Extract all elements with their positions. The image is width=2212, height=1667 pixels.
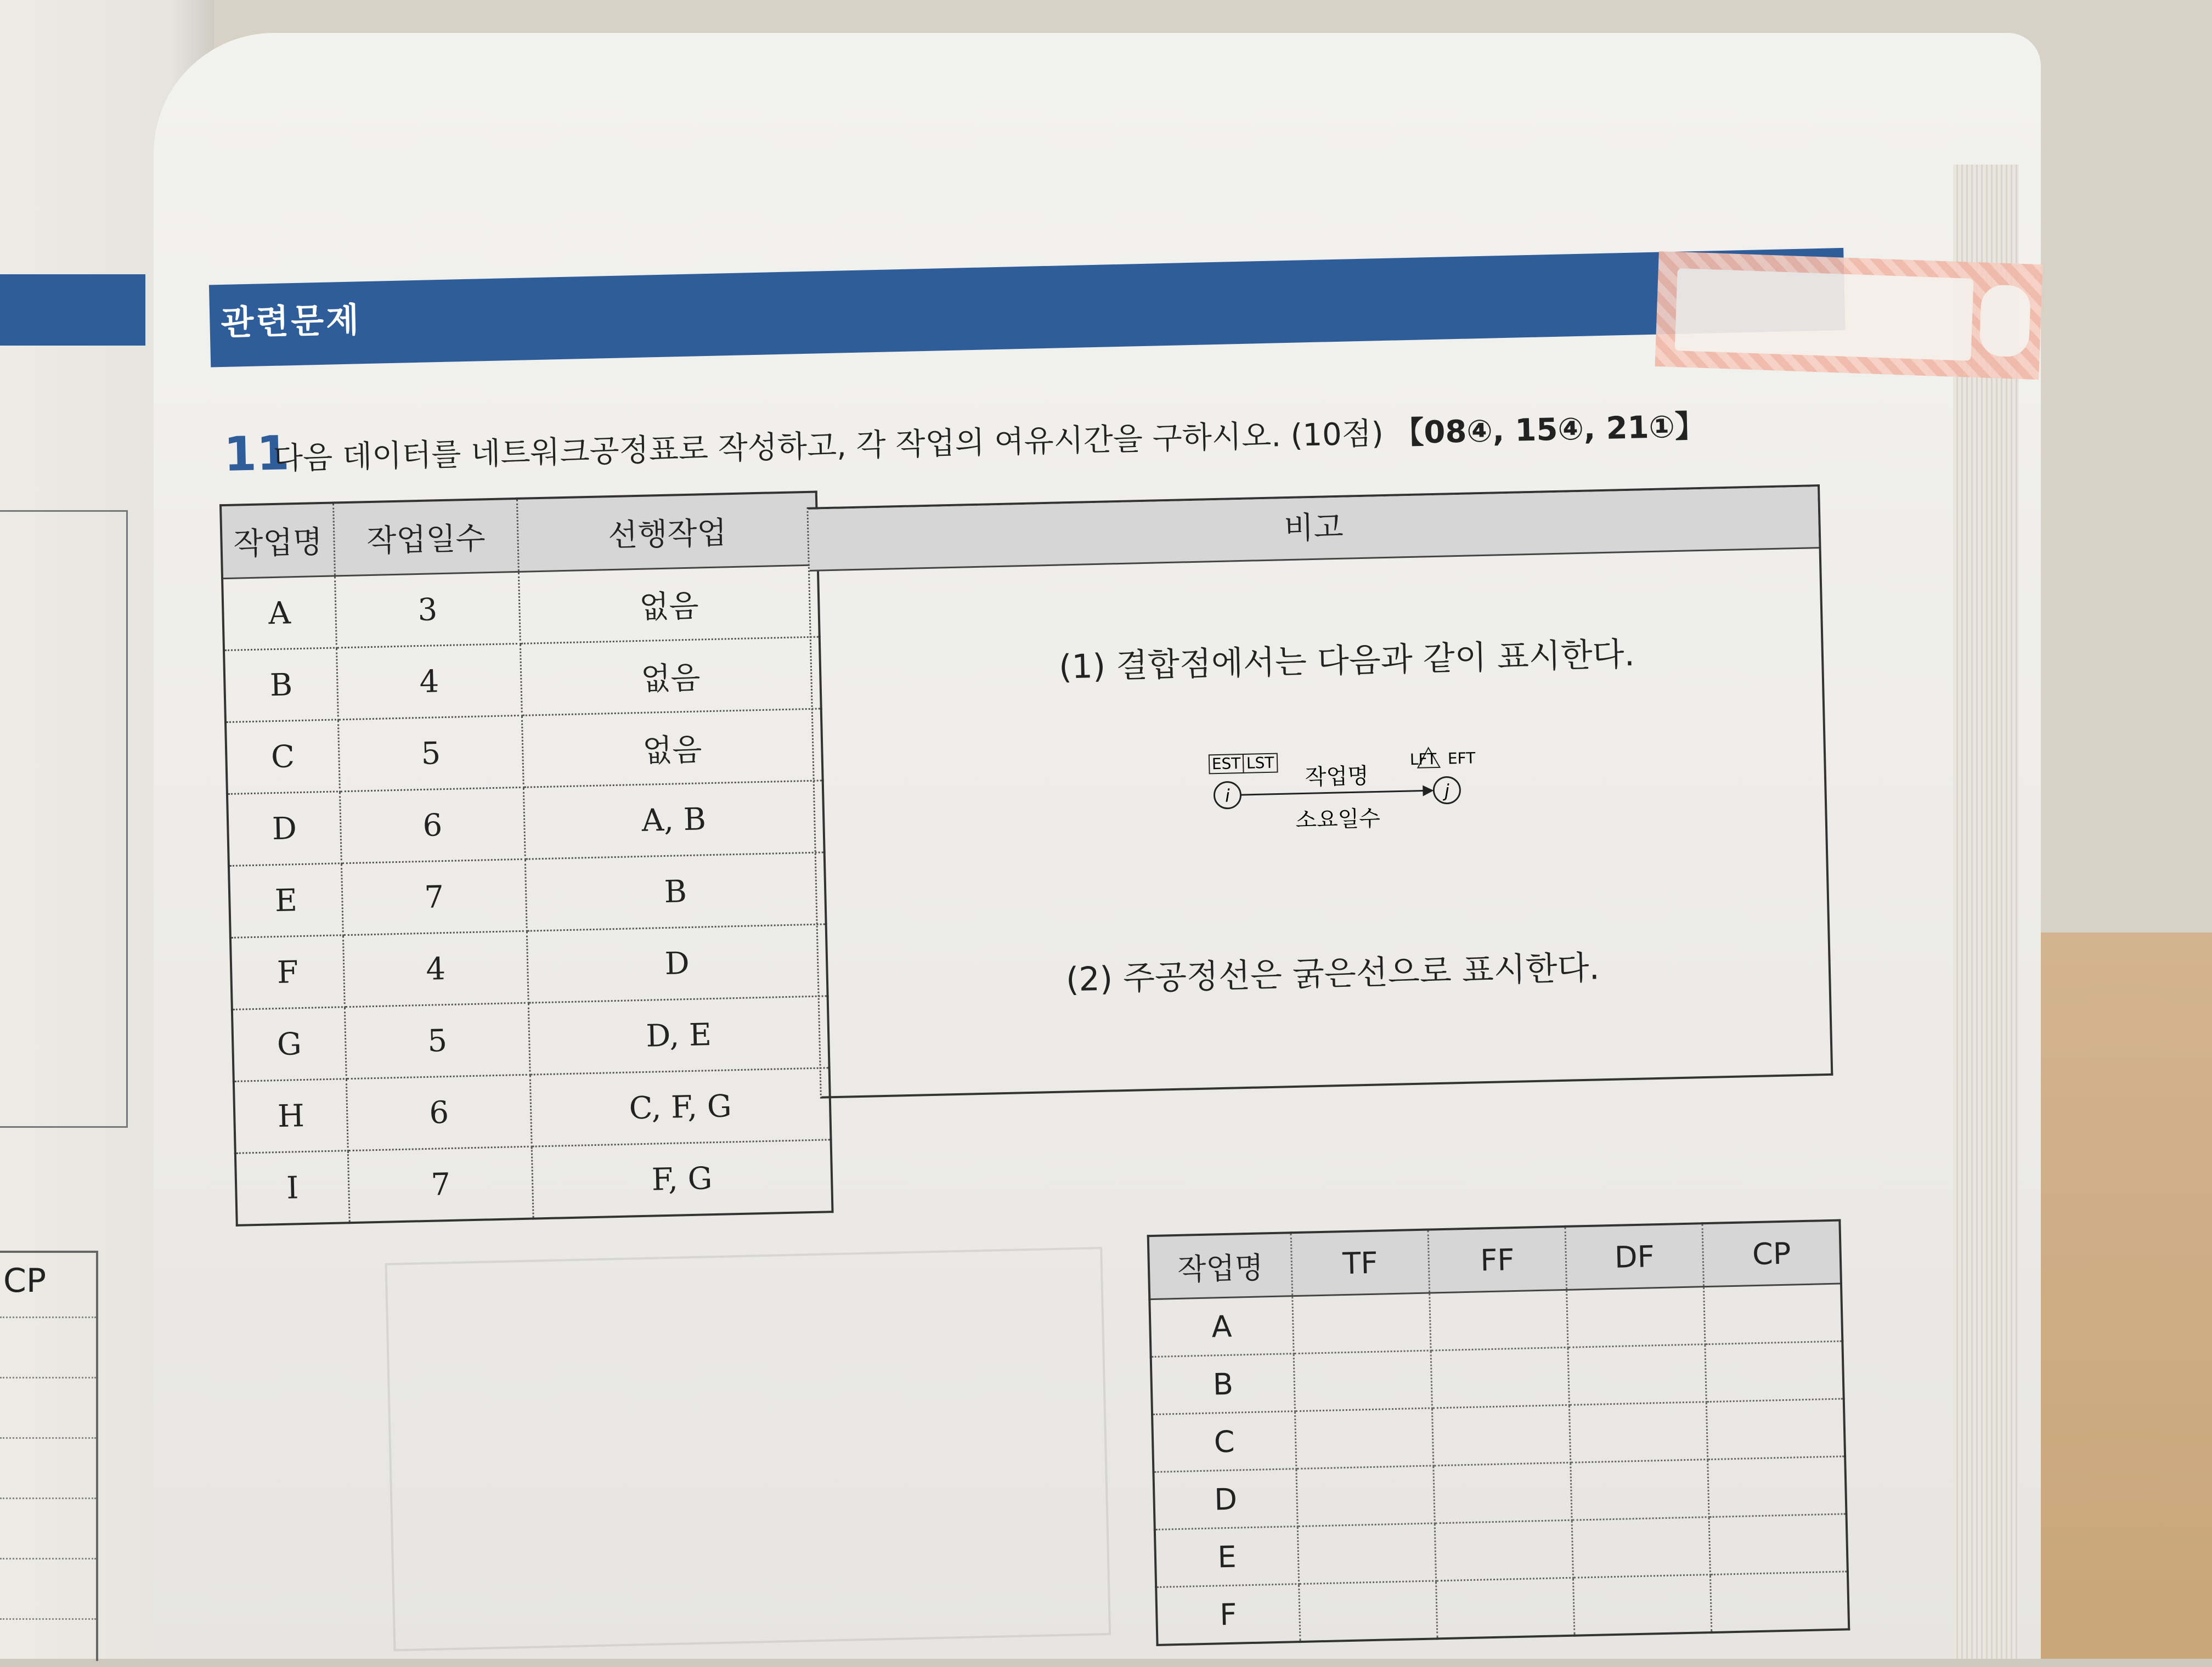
- task-name-cell: H: [234, 1079, 348, 1154]
- duration-label: 소요일수: [1295, 806, 1381, 833]
- answer-task-cell: C: [1152, 1411, 1296, 1472]
- table-row: [235, 1140, 833, 1225]
- bleed-through-table: [385, 1247, 1111, 1651]
- answer-task-cell: D: [1153, 1469, 1297, 1530]
- df-cell[interactable]: [1567, 1287, 1705, 1348]
- ff-cell[interactable]: [1436, 1578, 1575, 1638]
- answer-task-cell: F: [1156, 1584, 1300, 1645]
- answer-header-task: 작업명: [1148, 1233, 1293, 1299]
- tf-cell[interactable]: [1299, 1581, 1437, 1642]
- df-cell[interactable]: [1573, 1575, 1712, 1636]
- duration-cell: 5: [345, 1003, 530, 1079]
- section-band: [209, 248, 1846, 368]
- ff-cell[interactable]: [1431, 1347, 1569, 1408]
- cp-cell[interactable]: [1710, 1572, 1849, 1632]
- task-name-cell: C: [225, 720, 340, 794]
- task-data-table: [219, 490, 834, 1226]
- cp-cell[interactable]: [1708, 1456, 1847, 1517]
- sticky-note-tab: [1655, 251, 2043, 380]
- left-page-row-divider: [0, 1377, 96, 1378]
- table-row: [232, 996, 830, 1082]
- tf-cell[interactable]: [1293, 1293, 1431, 1354]
- left-page-table-fragment: [0, 510, 128, 1128]
- est-label: EST: [1211, 754, 1241, 773]
- predecessor-cell: D, E: [528, 996, 829, 1075]
- answer-task-cell: B: [1151, 1354, 1295, 1415]
- remarks-box: [806, 484, 1833, 1099]
- tf-cell[interactable]: [1296, 1466, 1435, 1527]
- float-answer-table: [1147, 1219, 1850, 1646]
- cp-cell[interactable]: [1704, 1284, 1843, 1344]
- activity-arrowhead: [1423, 785, 1434, 796]
- left-page-section-band: [0, 274, 145, 346]
- table-row: [230, 924, 828, 1010]
- remarks-note-critical-path: (2) 주공정선은 굵은선으로 표시한다.: [1065, 948, 1600, 999]
- task-name-cell: G: [232, 1007, 346, 1082]
- left-page-cp-label: CP: [3, 1262, 47, 1300]
- bunny-face-icon: [1979, 284, 2031, 357]
- ff-cell[interactable]: [1430, 1290, 1568, 1350]
- df-cell[interactable]: [1569, 1402, 1707, 1463]
- task-name-label: 작업명: [1305, 763, 1369, 790]
- predecessor-cell: F, G: [532, 1140, 832, 1219]
- answer-header-tf: TF: [1291, 1230, 1430, 1296]
- sticky-note-writing-area: [1675, 268, 1974, 361]
- predecessor-cell: 없음: [520, 637, 821, 715]
- table-row: [225, 709, 823, 794]
- answer-header-df: DF: [1565, 1223, 1704, 1290]
- left-page-row-divider: [0, 1316, 96, 1318]
- task-name-cell: F: [230, 935, 345, 1010]
- df-cell[interactable]: [1568, 1344, 1706, 1405]
- table-row: [229, 852, 826, 938]
- duration-cell: 7: [348, 1146, 533, 1223]
- predecessor-cell: C, F, G: [530, 1068, 831, 1146]
- left-page-answer-table-fragment: [0, 1251, 98, 1661]
- table-header-row: [221, 492, 818, 579]
- table-row: [234, 1068, 831, 1154]
- activity-arrow-line: [1240, 790, 1429, 795]
- left-page-row-divider: [0, 1437, 96, 1439]
- ff-cell[interactable]: [1434, 1462, 1572, 1523]
- task-name-cell: A: [222, 576, 336, 651]
- question-text: [273, 402, 1706, 478]
- ff-cell[interactable]: [1432, 1405, 1570, 1466]
- table-row: [224, 637, 821, 722]
- page-content: [198, 226, 1875, 1656]
- ff-cell[interactable]: [1435, 1520, 1573, 1581]
- question-prompt: 다음 데이터를 네트워크공정표로 작성하고, 각 작업의 여유시간을 구하시오. (10점): [273, 416, 1384, 477]
- header-duration: 작업일수: [333, 499, 518, 576]
- duration-cell: 3: [335, 572, 520, 648]
- end-node-label: j: [1444, 780, 1450, 801]
- header-task-name: 작업명: [221, 502, 335, 578]
- table-row: [222, 565, 820, 651]
- task-name-cell: E: [229, 863, 343, 938]
- remarks-header: 비고: [808, 487, 1819, 572]
- predecessor-cell: B: [525, 852, 826, 931]
- cp-cell[interactable]: [1705, 1341, 1844, 1402]
- cp-cell[interactable]: [1709, 1514, 1848, 1575]
- answer-task-cell: E: [1155, 1527, 1299, 1587]
- task-name-cell: D: [227, 792, 341, 866]
- predecessor-cell: D: [527, 924, 827, 1003]
- task-name-cell: B: [224, 648, 338, 722]
- tf-cell[interactable]: [1294, 1350, 1432, 1411]
- tf-cell[interactable]: [1295, 1408, 1433, 1469]
- left-page-row-divider: [0, 1618, 96, 1620]
- duration-cell: 6: [340, 787, 525, 863]
- question-number: 11: [223, 426, 290, 482]
- duration-cell: 5: [338, 715, 523, 792]
- predecessor-cell: 없음: [522, 709, 822, 787]
- predecessor-cell: A, B: [523, 781, 824, 859]
- node-notation-diagram: [1187, 741, 1497, 858]
- answer-task-cell: A: [1149, 1296, 1294, 1357]
- duration-cell: 6: [346, 1075, 532, 1151]
- lft-label: LFT: [1409, 750, 1437, 769]
- start-node-label: i: [1224, 785, 1231, 806]
- eft-label: EFT: [1447, 749, 1476, 768]
- df-cell[interactable]: [1572, 1517, 1710, 1578]
- task-name-cell: I: [235, 1151, 349, 1225]
- answer-header-ff: FF: [1428, 1227, 1567, 1293]
- answer-header-cp: CP: [1702, 1220, 1841, 1287]
- table-row: [227, 781, 825, 866]
- page-stack-edge: [1953, 165, 2019, 1659]
- predecessor-cell: 없음: [518, 565, 819, 643]
- duration-cell: 7: [341, 859, 527, 935]
- question-exam-refs: 【08④, 15④, 21①】: [1392, 408, 1706, 451]
- lst-label: LST: [1246, 753, 1274, 772]
- section-title: 관련문제: [220, 300, 362, 343]
- duration-cell: 4: [336, 643, 522, 720]
- tf-cell[interactable]: [1297, 1523, 1436, 1584]
- remarks-note-node-notation: (1) 결합점에서는 다음과 같이 표시한다.: [1058, 635, 1635, 687]
- duration-cell: 4: [343, 931, 528, 1007]
- left-page-row-divider: [0, 1558, 96, 1559]
- cp-cell[interactable]: [1706, 1399, 1845, 1460]
- df-cell[interactable]: [1571, 1460, 1709, 1521]
- left-page-row-divider: [0, 1498, 96, 1499]
- header-predecessor: 선행작업: [517, 492, 817, 572]
